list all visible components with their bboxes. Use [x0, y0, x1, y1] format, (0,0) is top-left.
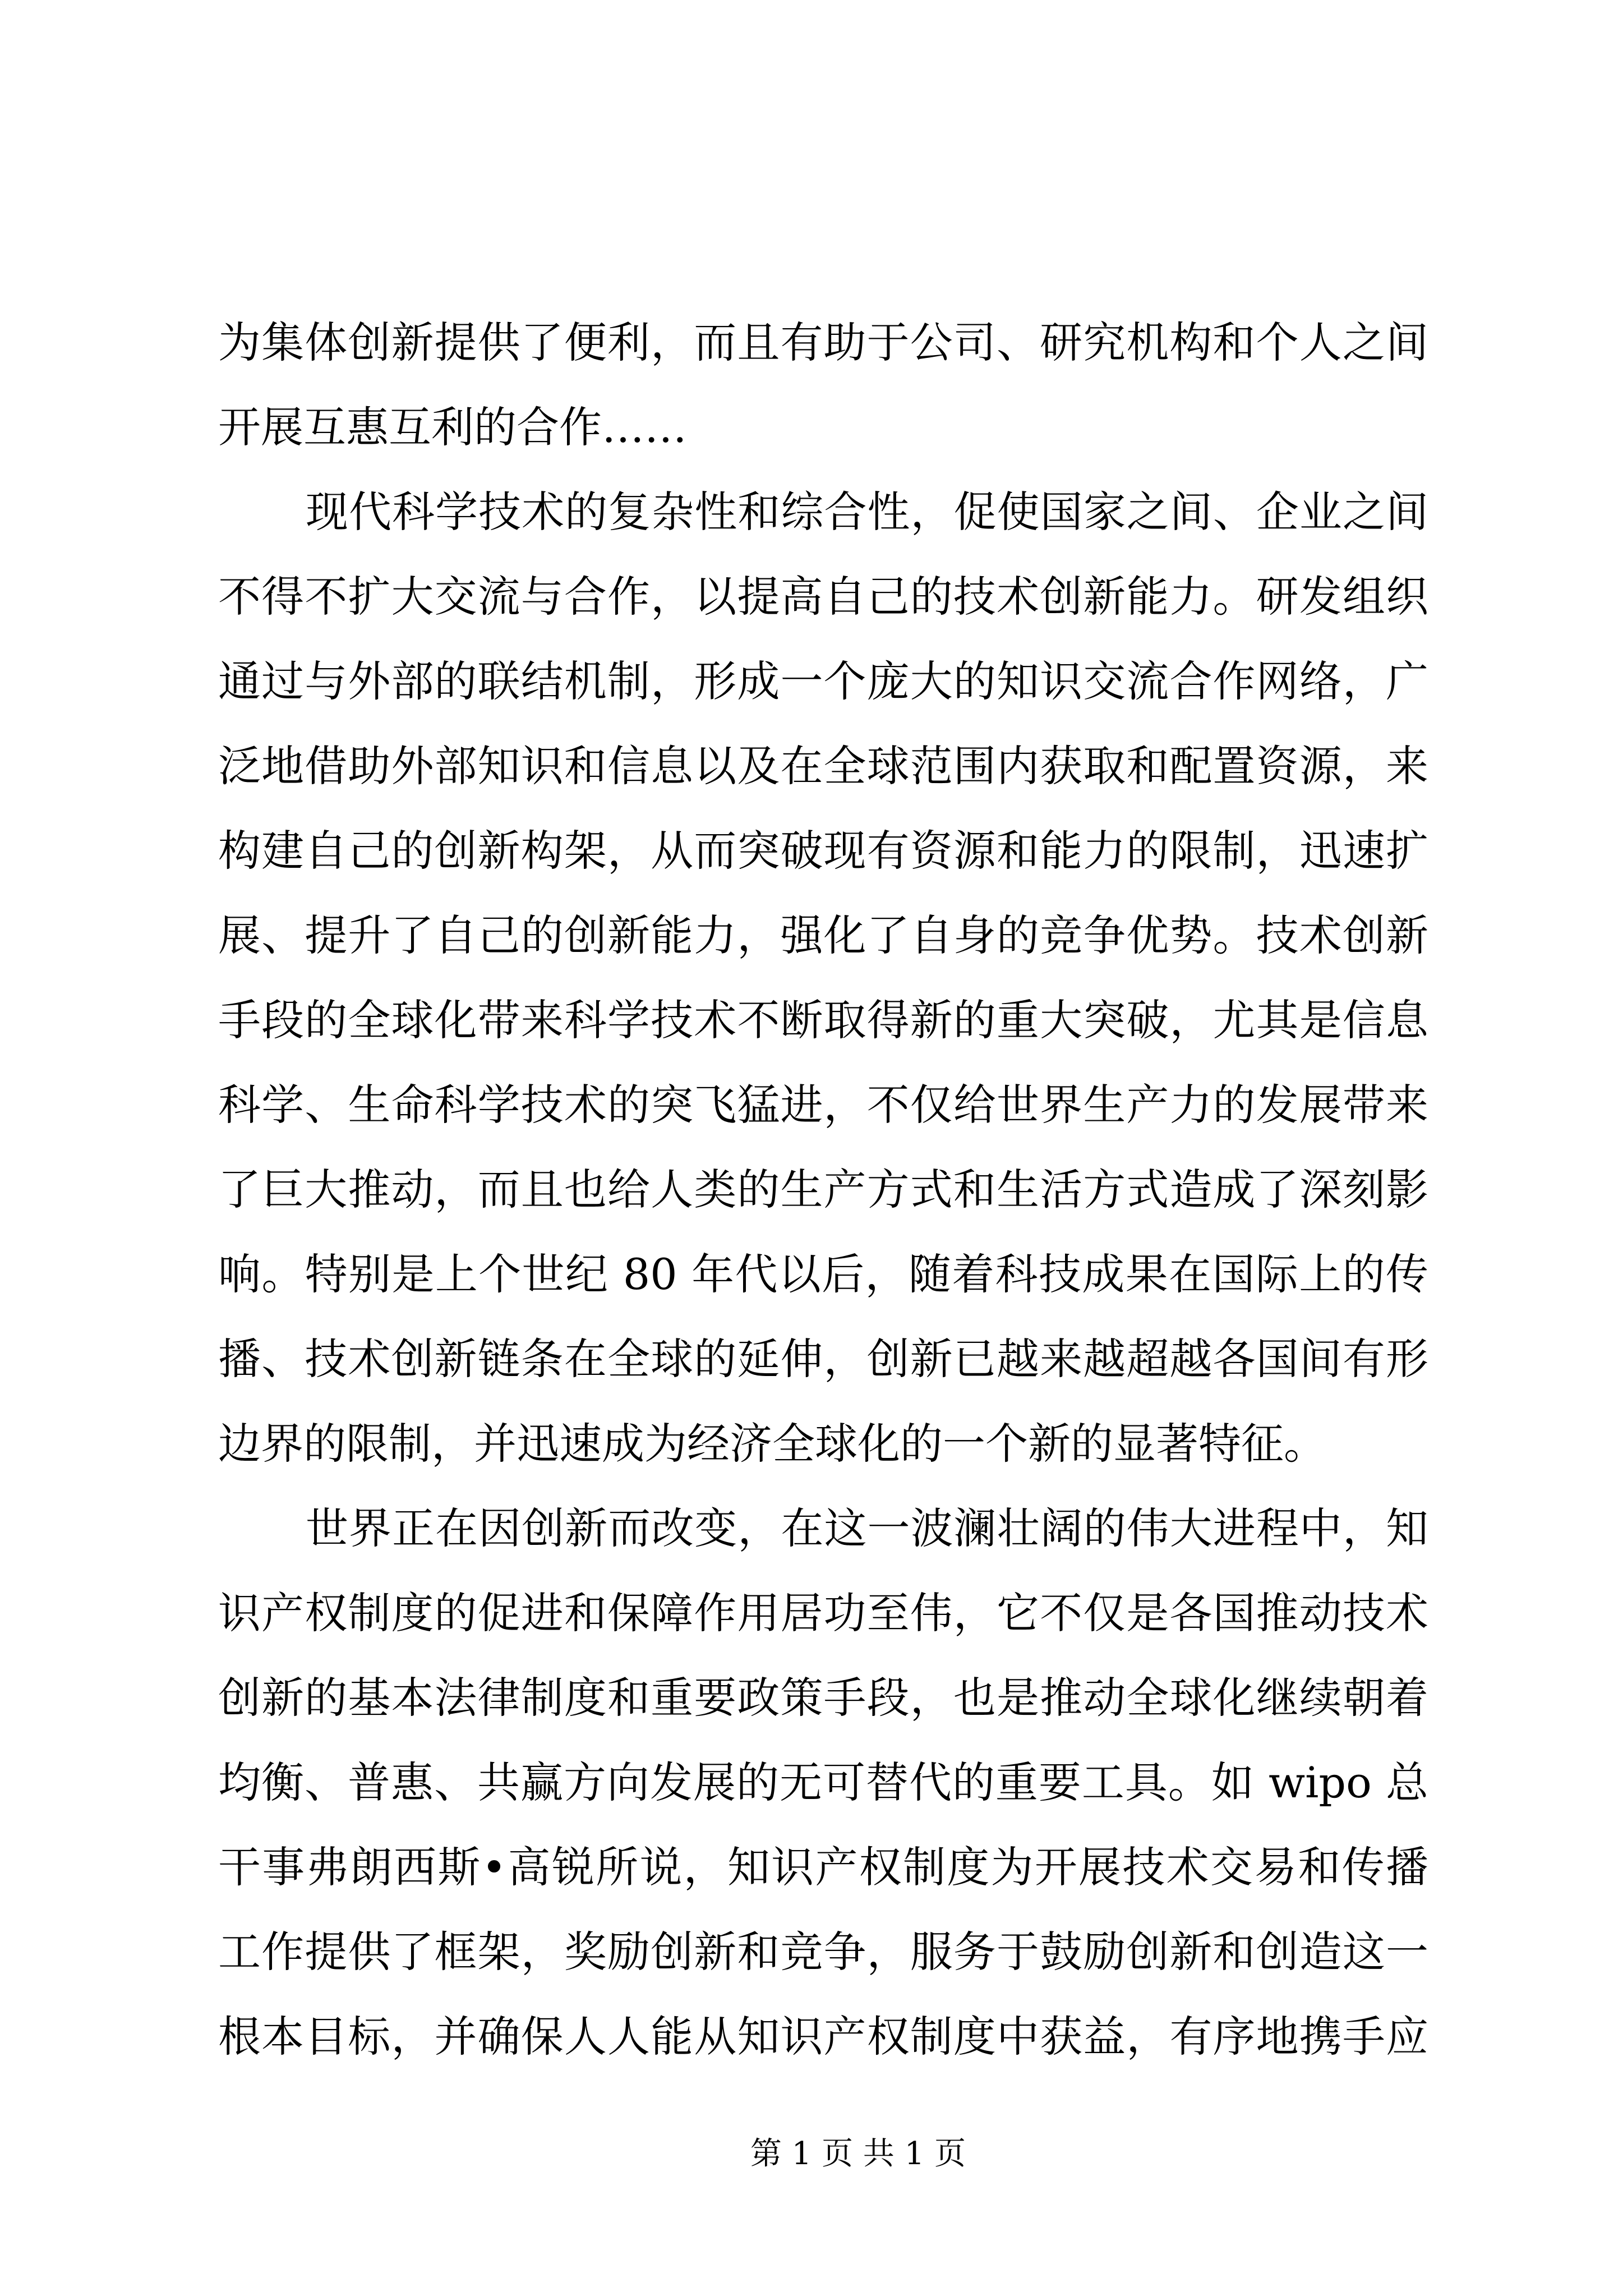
- paragraph-3: [218, 1486, 1428, 2079]
- text-line: 工作提供了框架，奖励创新和竞争，服务于鼓励创新和创造这一: [218, 1927, 1428, 1977]
- text-line: 根本目标，并确保人人能从知识产权制度中获益，有序地携手应: [218, 2012, 1428, 2062]
- page-number-footer: 第 1 页 共 1 页: [750, 2136, 966, 2172]
- paragraph-1: [218, 300, 1428, 470]
- text-line: 干事弗朗西斯•高锐所说，知识产权制度为开展技术交易和传播: [218, 1842, 1428, 1892]
- text-line: 响。特别是上个世纪 80 年代以后，随着科技成果在国际上的传: [218, 1249, 1428, 1299]
- text-line: 手段的全球化带来科学技术不断取得新的重大突破，尤其是信息: [218, 995, 1428, 1045]
- paragraph-2: [218, 470, 1428, 1486]
- text-line: 泛地借助外部知识和信息以及在全球范围内获取和配置资源，来: [218, 741, 1428, 791]
- text-line: 均衡、普惠、共赢方向发展的无可替代的重要工具。如 wipo 总: [218, 1757, 1428, 1807]
- text-line: 创新的基本法律制度和重要政策手段，也是推动全球化继续朝着: [218, 1673, 1428, 1723]
- text-line: 边界的限制，并迅速成为经济全球化的一个新的显著特征。: [218, 1419, 1326, 1469]
- text-line: 构建自己的创新构架，从而突破现有资源和能力的限制，迅速扩: [218, 826, 1428, 876]
- text-line: 不得不扩大交流与合作，以提高自己的技术创新能力。研发组织: [218, 572, 1428, 622]
- text-line: 了巨大推动，而且也给人类的生产方式和生活方式造成了深刻影: [218, 1165, 1428, 1214]
- text-line: 播、技术创新链条在全球的延伸，创新已越来越超越各国间有形: [218, 1334, 1428, 1384]
- document-body: [218, 300, 1428, 2079]
- text-line: 通过与外部的联结机制，形成一个庞大的知识交流合作网络，广: [218, 656, 1428, 706]
- text-line: 科学、生命科学技术的突飞猛进，不仅给世界生产力的发展带来: [218, 1080, 1428, 1130]
- text-line: 为集体创新提供了便利，而且有助于公司、研究机构和个人之间: [218, 318, 1428, 367]
- text-line: 开展互惠互利的合作……: [218, 402, 687, 452]
- text-line: 世界正在因创新而改变，在这一波澜壮阔的伟大进程中，知: [306, 1503, 1428, 1553]
- text-line: 识产权制度的促进和保障作用居功至伟，它不仅是各国推动技术: [218, 1588, 1428, 1638]
- text-line: 现代科学技术的复杂性和综合性，促使国家之间、企业之间: [306, 487, 1428, 537]
- text-line: 展、提升了自己的创新能力，强化了自身的竞争优势。技术创新: [218, 910, 1428, 960]
